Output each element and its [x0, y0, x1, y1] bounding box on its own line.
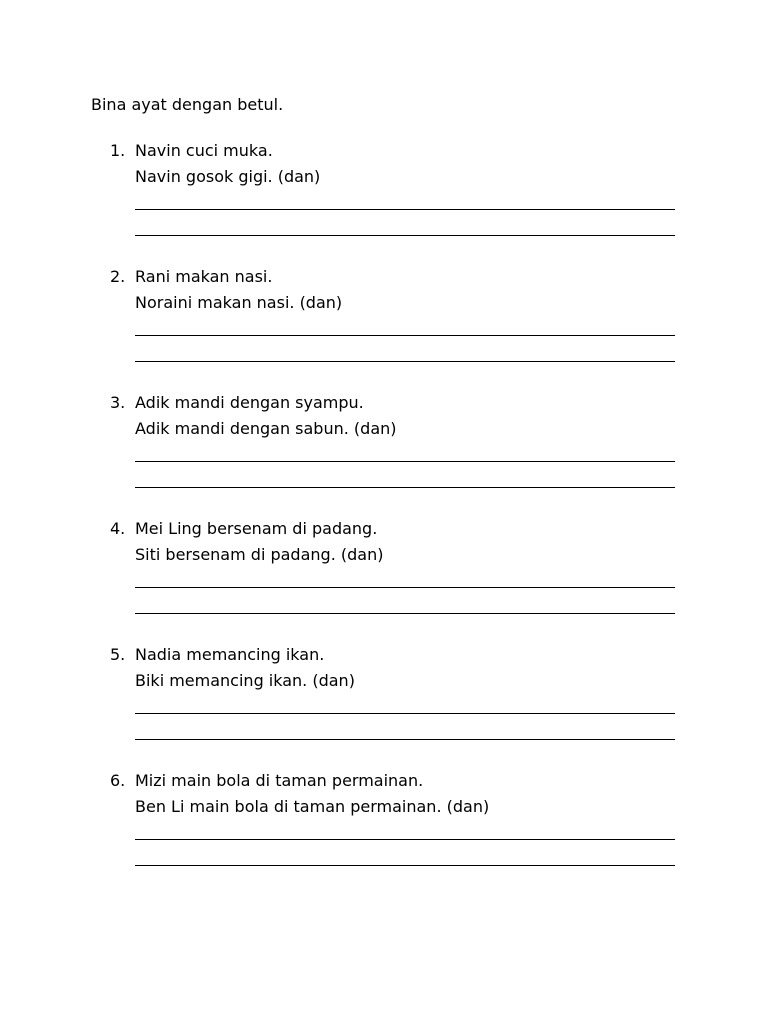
- question-sentence-2: Siti bersenam di padang. (dan): [135, 545, 384, 564]
- answer-line[interactable]: [135, 361, 675, 362]
- question-sentence-2: Noraini makan nasi. (dan): [135, 293, 343, 312]
- question-item: [0, 769, 768, 879]
- answer-line[interactable]: [135, 839, 675, 840]
- question-item: [0, 391, 768, 501]
- question-number: 6.: [110, 771, 126, 790]
- question-item: [0, 265, 768, 375]
- question-number: 1.: [110, 141, 126, 160]
- answer-line[interactable]: [135, 235, 675, 236]
- question-number: 5.: [110, 645, 126, 664]
- answer-line[interactable]: [135, 335, 675, 336]
- question-item: [0, 139, 768, 249]
- question-sentence-2: Biki memancing ikan. (dan): [135, 671, 355, 690]
- question-sentence-1: Navin cuci muka.: [135, 141, 273, 160]
- question-number: 3.: [110, 393, 126, 412]
- answer-line[interactable]: [135, 613, 675, 614]
- question-sentence-2: Navin gosok gigi. (dan): [135, 167, 321, 186]
- answer-line[interactable]: [135, 209, 675, 210]
- question-number: 2.: [110, 267, 126, 286]
- answer-line[interactable]: [135, 587, 675, 588]
- question-number: 4.: [110, 519, 126, 538]
- answer-line[interactable]: [135, 487, 675, 488]
- question-sentence-1: Nadia memancing ikan.: [135, 645, 325, 664]
- question-sentence-1: Rani makan nasi.: [135, 267, 273, 286]
- question-sentence-1: Adik mandi dengan syampu.: [135, 393, 364, 412]
- answer-line[interactable]: [135, 865, 675, 866]
- question-item: [0, 517, 768, 627]
- question-sentence-2: Ben Li main bola di taman permainan. (dan): [135, 797, 490, 816]
- answer-line[interactable]: [135, 713, 675, 714]
- question-item: [0, 643, 768, 753]
- answer-line[interactable]: [135, 461, 675, 462]
- question-sentence-1: Mizi main bola di taman permainan.: [135, 771, 424, 790]
- worksheet-instruction: Bina ayat dengan betul.: [91, 95, 284, 114]
- question-sentence-1: Mei Ling bersenam di padang.: [135, 519, 378, 538]
- question-sentence-2: Adik mandi dengan sabun. (dan): [135, 419, 397, 438]
- answer-line[interactable]: [135, 739, 675, 740]
